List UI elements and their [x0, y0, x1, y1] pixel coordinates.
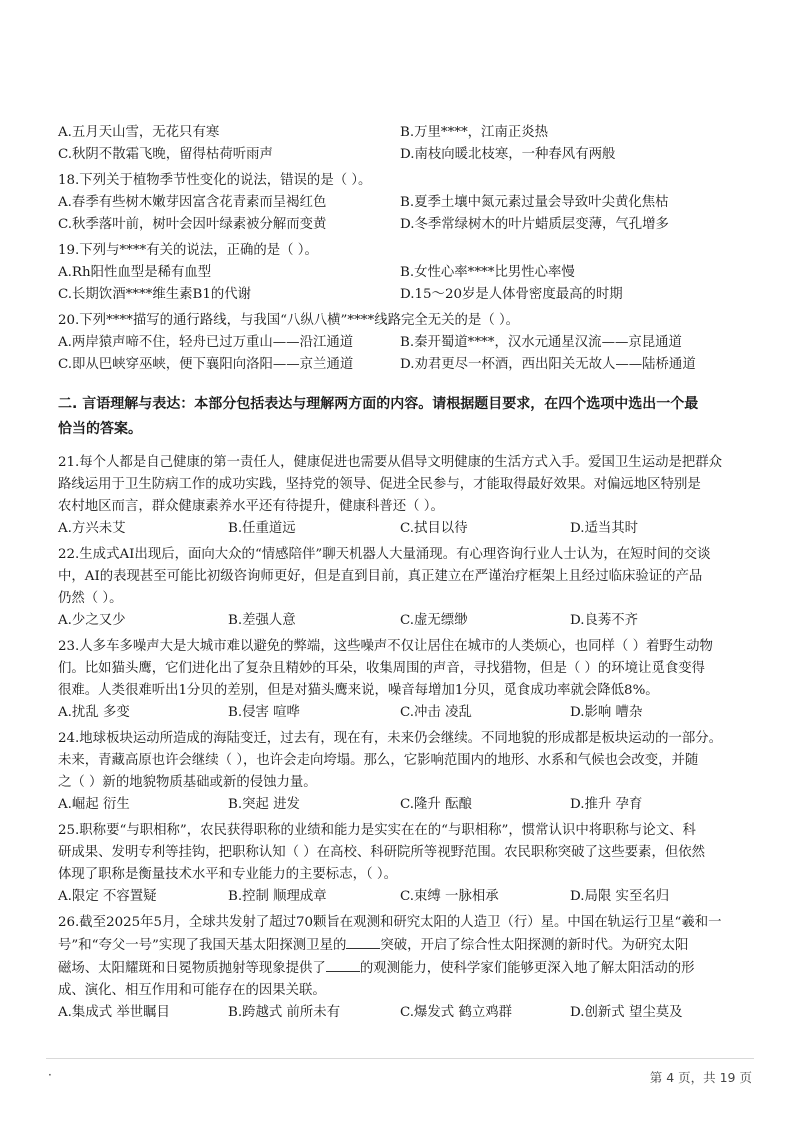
option-d[interactable]: D.良莠不齐	[570, 613, 639, 628]
option-c[interactable]: C.隆升 酝酿	[400, 797, 472, 812]
option-d[interactable]: D.影响 嘈杂	[570, 705, 643, 720]
question-stem-line: 仍然（ ）。	[58, 591, 123, 606]
question-stem-line: 22.生成式AI出现后，面向大众的“情感陪伴”聊天机器人大量涌现。有心理咨询行业人士认为，在短时间的交谈	[58, 547, 711, 562]
option-d[interactable]: D.创新式 望尘莫及	[570, 1005, 683, 1020]
question-stem-line: 们。比如猫头鹰，它们进化出了复杂且精妙的耳朵，收集周围的声音，寻找猎物，但是（ ）的环境让觅食变得	[58, 661, 706, 676]
section-heading-line: 二. 言语理解与表达：本部分包括表达与理解两方面的内容。请根据题目要求，在四个选项中选出一个最	[58, 396, 699, 412]
option-d[interactable]: D.15～20岁是人体骨密度最高的时期	[400, 287, 623, 302]
stem-text: 号”和“夸父一号”实现了我国天基太阳探测卫星的	[58, 938, 347, 953]
option-a[interactable]: A.集成式 举世瞩目	[58, 1005, 170, 1020]
option-c[interactable]: C.冲击 凌乱	[400, 705, 472, 720]
question-26	[58, 912, 748, 1024]
option-a[interactable]: A.两岸猿声啼不住，轻舟已过万重山——沿江通道	[58, 335, 354, 350]
option-b[interactable]: B.女性心率****比男性心率慢	[400, 265, 575, 280]
question-21	[58, 452, 748, 540]
question-22	[58, 544, 748, 632]
option-d[interactable]: D.冬季常绿树木的叶片蜡质层变薄，气孔增多	[400, 217, 669, 232]
option-c[interactable]: C.拭目以待	[400, 521, 468, 536]
section-heading	[58, 392, 748, 442]
footer-mark: ·	[48, 1068, 52, 1082]
option-b[interactable]: B.夏季土壤中氮元素过量会导致叶尖黄化焦枯	[400, 195, 669, 210]
option-c[interactable]: C.秋季落叶前，树叶会因叶绿素被分解而变黄	[58, 217, 327, 232]
footer-divider	[46, 1058, 754, 1059]
fill-blank[interactable]	[326, 957, 360, 972]
option-c[interactable]: C.束缚 一脉相承	[400, 889, 499, 904]
fill-blank[interactable]	[346, 934, 380, 949]
question-stem-line: 24.地球板块运动所造成的海陆变迁，过去有，现在有，未来仍会继续。不同地貌的形成都是板块运动的一部分。	[58, 731, 723, 746]
option-b[interactable]: B.跨越式 前所未有	[228, 1005, 341, 1020]
option-b[interactable]: B.秦开蜀道****，汉水元通星汉流——京昆通道	[400, 335, 682, 350]
question-stem-line: 研成果、发明专利等挂钩，把职称认知（ ）在高校、科研院所等视野范围。农民职称突破了这些要素，但依然	[58, 845, 706, 860]
question-stem-line: 之（ ）新的地貌物质基础或新的侵蚀力量。	[58, 775, 317, 790]
option-a[interactable]: A.方兴未艾	[58, 521, 126, 536]
option-d[interactable]: D.推升 孕育	[570, 797, 643, 812]
question-stem-line: 25.职称要“与职相称”，农民获得职称的业绩和能力是实实在在的“与职相称”，惯常认识中将职称与论文、科	[58, 823, 696, 838]
exam-page	[58, 118, 748, 1024]
question-23	[58, 636, 748, 724]
question-stem-line: 体现了职称是衡量技术水平和专业能力的主要标志，（ ）。	[58, 867, 398, 882]
question-24	[58, 728, 748, 816]
question-stem-line: 23.人多车多噪声大是大城市难以避免的弊端，这些噪声不仅让居住在城市的人类烦心，也同样（ ）着野生动物	[58, 639, 713, 654]
question-stem-line: 很难。人类很难听出1分贝的差别，但是对猫头鹰来说，噪音每增加1分贝，觅食成功率就会降低8%。	[58, 683, 659, 698]
option-b[interactable]: B.控制 顺理成章	[228, 889, 327, 904]
question-stem-line: 未来，青藏高原也许会继续（ ），也许会走向垮塌。那么，它影响范围内的地形、水系和气候也会改变，并随	[58, 753, 699, 768]
question-stem: 20.下列****描写的通行路线，与我国“八纵八横”****线路完全无关的是（ ）。	[58, 313, 520, 328]
question-19	[58, 240, 748, 306]
option-c[interactable]: C.秋阴不散霜飞晚，留得枯荷听雨声	[58, 147, 273, 162]
option-c[interactable]: C.长期饮酒****维生素B1的代谢	[58, 287, 252, 302]
stem-text: 磁场、太阳耀斑和日冕物质抛射等现象提供了	[58, 961, 326, 976]
option-c[interactable]: C.即从巴峡穿巫峡，便下襄阳向洛阳——京兰通道	[58, 357, 354, 372]
question-stem: 19.下列与****有关的说法，正确的是（ ）。	[58, 243, 318, 258]
option-d[interactable]: D.局限 实至名归	[570, 889, 670, 904]
question-17-options	[58, 122, 748, 166]
option-a[interactable]: A.春季有些树木嫩芽因富含花青素而呈褐红色	[58, 195, 327, 210]
question-25	[58, 820, 748, 908]
option-b[interactable]: B.侵害 喧哗	[228, 705, 300, 720]
question-stem-line: 21.每个人都是自己健康的第一责任人，健康促进也需要从倡导文明健康的生活方式入手。爱国卫生运动是把群众	[58, 455, 723, 470]
question-20	[58, 310, 748, 376]
question-18	[58, 170, 748, 236]
option-a[interactable]: A.五月天山雪，无花只有寒	[58, 125, 220, 140]
option-a[interactable]: A.Rh阳性血型是稀有血型	[58, 265, 212, 280]
question-stem-line: 路线运用于卫生防病工作的成功实践，坚持党的领导、促进全民参与，才能取得最好效果。对偏远地区特别是	[58, 477, 701, 492]
option-b[interactable]: B.差强人意	[228, 613, 296, 628]
option-a[interactable]: A.限定 不容置疑	[58, 889, 157, 904]
page-number: 第 4 页，共 19 页	[649, 1070, 752, 1085]
option-d[interactable]: D.适当其时	[570, 521, 639, 536]
option-b[interactable]: B.突起 进发	[228, 797, 300, 812]
question-stem-line: 农村地区而言，群众健康素养水平还有待提升，健康科普还（ ）。	[58, 499, 444, 514]
section-heading-line: 恰当的答案。	[58, 421, 142, 437]
option-a[interactable]: A.崛起 衍生	[58, 797, 130, 812]
option-c[interactable]: C.爆发式 鹤立鸡群	[400, 1005, 513, 1020]
stem-text: 突破，开启了综合性太阳探测的新时代。为研究太阳	[380, 938, 689, 953]
option-d[interactable]: D.劝君更尽一杯酒，西出阳关无故人——陆桥通道	[400, 357, 696, 372]
option-b[interactable]: B.任重道远	[228, 521, 296, 536]
option-b[interactable]: B.万里****，江南正炎热	[400, 125, 549, 140]
option-a[interactable]: A.少之又少	[58, 613, 126, 628]
question-stem: 18.下列关于植物季节性变化的说法，错误的是（ ）。	[58, 173, 372, 188]
option-a[interactable]: A.扰乱 多变	[58, 705, 130, 720]
question-stem-line: 中，AI的表现甚至可能比初级咨询师更好，但是直到目前，真正建立在严谨治疗框架上且经过临床验证的产品	[58, 569, 703, 584]
question-stem-line: 成、演化、相互作用和可能存在的因果关联。	[58, 983, 326, 998]
question-stem-line	[58, 934, 748, 957]
question-stem-line	[58, 957, 748, 980]
option-d[interactable]: D.南枝向暖北枝寒，一种春风有两般	[400, 147, 616, 162]
question-stem-line: 26.截至2025年5月，全球共发射了超过70颗旨在观测和研究太阳的人造卫（行）星。中国在轨运行卫星“羲和一	[58, 915, 722, 930]
stem-text: 的观测能力，使科学家们能够更深入地了解太阳活动的形	[359, 961, 695, 976]
option-c[interactable]: C.虚无缥缈	[400, 613, 468, 628]
